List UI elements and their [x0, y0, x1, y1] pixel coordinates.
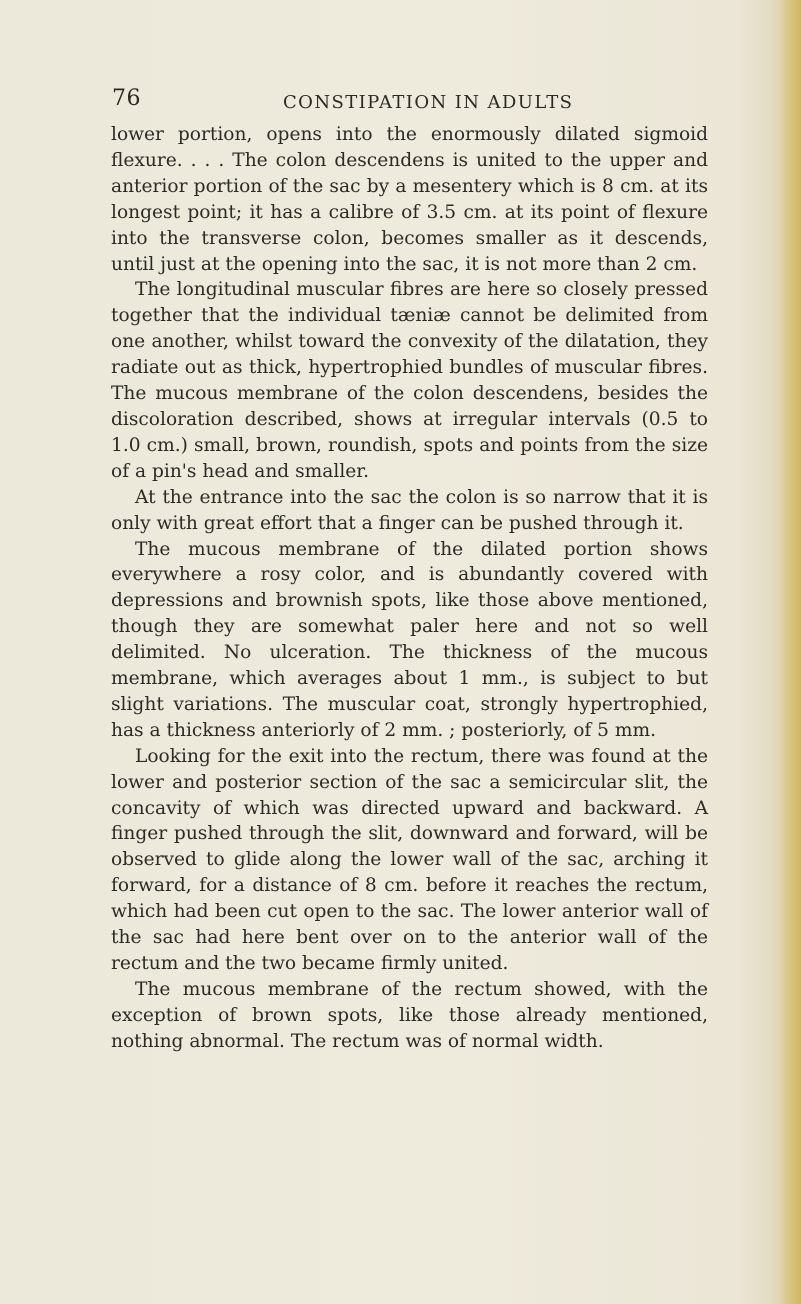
body-text — [111, 122, 708, 1055]
page-edge-shadow — [779, 0, 801, 1304]
paragraph-4: The mucous membrane of the dilated portion shows everywhere a rosy color, and is abundantly covered with depressions and brownish spots, like those above mentioned, though they are somewhat paler here and not so well delimited. No ulceration. The thickness of the mucous membrane, which averages about 1 mm., is subject to but slight variations. The muscular coat, strongly hypertrophied, has a thickness anteriorly of 2 mm. ; posteriorly, of 5 mm. — [111, 538, 708, 741]
paragraph-2: The longitudinal muscular fibres are here so closely pressed together that the individual tæniæ cannot be delimited from one another, whilst toward the convexity of the dilatation, they radiate out as thick, hypertrophied bundles of muscular fibres. The mucous membrane of the colon descendens, besides the discoloration described, shows at irregular intervals (0.5 to 1.0 cm.) small, brown, roundish, spots and points from the size of a pin's head and smaller. — [111, 279, 708, 482]
running-head: CONSTIPATION IN ADULTS — [283, 92, 574, 113]
paragraph-3: At the entrance into the sac the colon is so narrow that it is only with great effort that a finger can be pushed through it. — [111, 486, 708, 534]
paragraph-1: lower portion, opens into the enormously dilated sigmoid flexure. . . . The colon descendens is united to the upper and anterior portion of the sac by a mesentery which is 8 cm. at its longest point; it has a calibre of 3.5 cm. at its point of flexure into the transverse colon, becomes smaller as it descends, until just at the opening into the sac, it is not more than 2 cm. — [111, 124, 708, 275]
paragraph-5: Looking for the exit into the rectum, there was found at the lower and posterior section of the sac a semicircular slit, the concavity of which was directed upward and backward. A finger pushed through the slit, downward and forward, will be observed to glide along the lower wall of the sac, arching it forward, for a distance of 8 cm. before it reaches the rectum, which had been cut open to the sac. The lower anterior wall of the sac had here bent over on to the anterior wall of the rectum and the two became firmly united. — [111, 745, 708, 974]
page-number: 76 — [112, 86, 141, 111]
paragraph-6: The mucous membrane of the rectum showed, with the exception of brown spots, like those already mentioned, nothing abnormal. The rectum was of normal width. — [111, 978, 708, 1052]
